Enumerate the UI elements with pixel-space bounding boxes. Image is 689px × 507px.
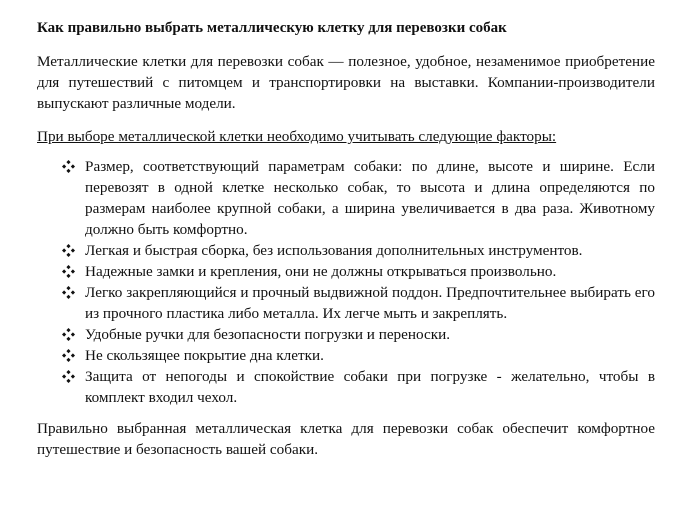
four-diamond-bullet-icon [62, 366, 76, 387]
list-item [85, 282, 655, 324]
list-item-text: Не скользящее покрытие дна клетки. [85, 347, 324, 364]
list-item [85, 324, 655, 345]
closing-paragraph: Правильно выбранная металлическая клетка для перевозки собак обеспечит комфортное путешествие и безопасность вашей собаки. [37, 420, 655, 458]
four-diamond-bullet-icon [62, 324, 76, 345]
four-diamond-bullet-icon [62, 261, 76, 282]
list-item [85, 366, 655, 408]
factors-list [37, 156, 655, 408]
list-item [85, 240, 655, 261]
list-item-text: Защита от непогоды и спокойствие собаки при погрузке - желательно, чтобы в комплект входил чехол. [85, 368, 655, 406]
list-item-text: Размер, соответствующий параметрам собаки: по длине, высоте и ширине. Если перевозят в одной клетке несколько собак, то высота и длина определяются по размерам наиболее крупной собаки, а ширина увеличивается в два раза. Животному должно быть комфортно. [85, 158, 655, 238]
four-diamond-bullet-icon [62, 240, 76, 261]
list-item [85, 345, 655, 366]
list-item-text: Удобные ручки для безопасности погрузки и переноски. [85, 326, 451, 343]
list-item-text: Легко закрепляющийся и прочный выдвижной поддон. Предпочтительнее выбирать его из прочного пластика либо металла. Их легче мыть и закреплять. [85, 284, 655, 322]
four-diamond-bullet-icon [62, 282, 76, 303]
four-diamond-bullet-icon [62, 156, 76, 177]
factors-heading: При выборе металлической клетки необходимо учитывать следующие факторы: [37, 128, 557, 145]
list-item [85, 156, 655, 240]
intro-paragraph: Металлические клетки для перевозки собак — полезное, удобное, незаменимое приобретение для путешествий с питомцем и транспортировки на выставки. Компании-производители выпускают различные модели. [37, 53, 655, 112]
four-diamond-bullet-icon [62, 345, 76, 366]
list-item [85, 261, 655, 282]
list-item-text: Надежные замки и крепления, они не должны открываться произвольно. [85, 263, 557, 280]
list-item-text: Легкая и быстрая сборка, без использования дополнительных инструментов. [85, 242, 583, 259]
document-page [37, 18, 655, 460]
document-title: Как правильно выбрать металлическую клетку для перевозки собак [37, 20, 507, 36]
